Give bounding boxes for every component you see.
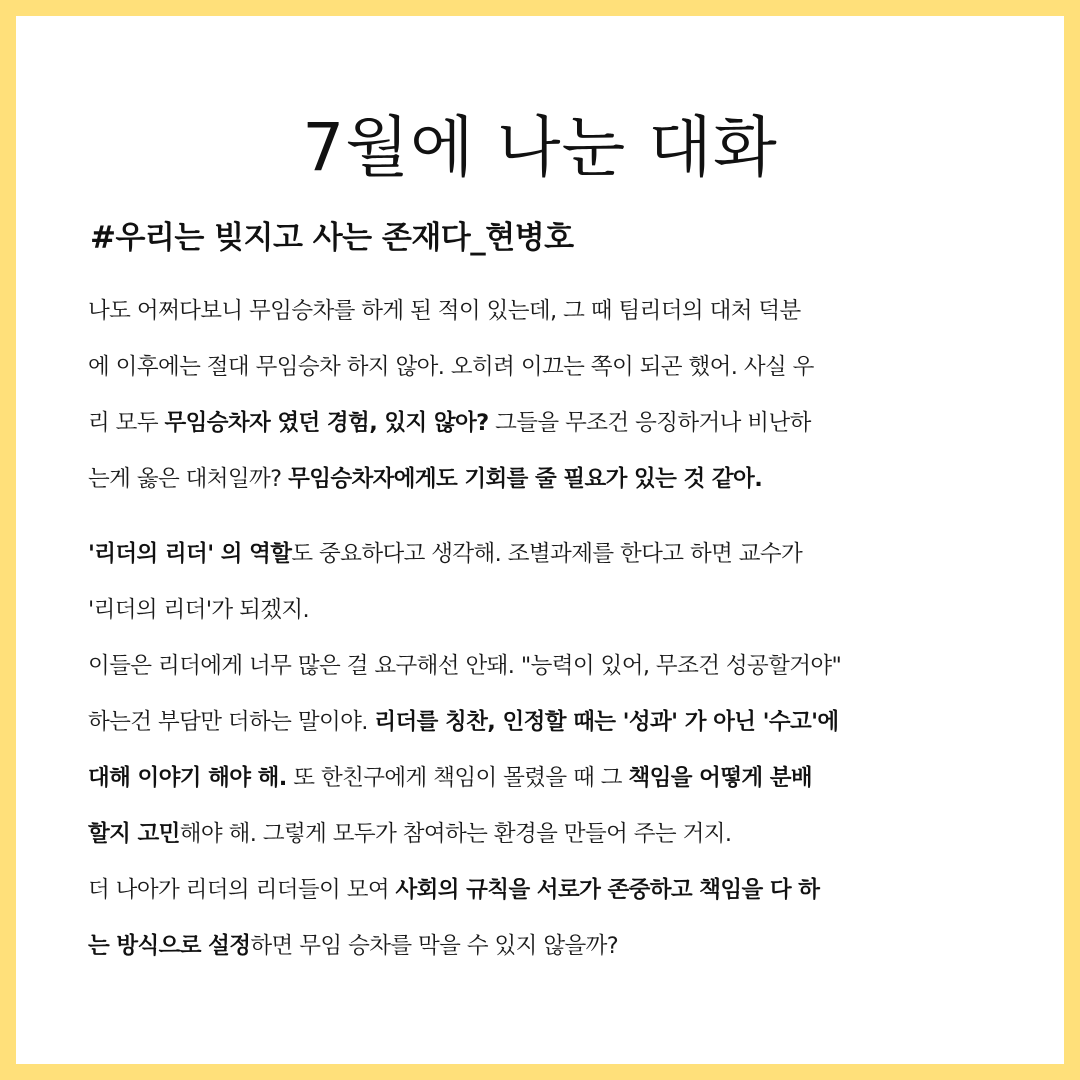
text-line [88, 451, 1003, 507]
section-subtitle: #우리는 빚지고 사는 존재다_현병호 [90, 220, 574, 256]
text-line [88, 918, 1003, 974]
text-line [88, 395, 1003, 451]
text-segment: 하는건 부담만 더하는 말이야. [88, 709, 375, 735]
bold-text-segment: 사회의 규칙을 서로가 존중하고 책임을 다 하 [395, 877, 820, 903]
bold-text-segment: 는 방식으로 설정 [88, 933, 251, 959]
text-line [88, 526, 1003, 582]
bold-text-segment: '리더의 리더' 의 역할 [88, 541, 292, 567]
bold-text-segment: 무임승차자에게도 기회를 줄 필요가 있는 것 같아. [288, 466, 763, 492]
text-segment: 에 이후에는 절대 무임승차 하지 않아. 오히려 이끄는 쪽이 되곤 했어. 사실 우 [88, 354, 814, 380]
text-line [88, 339, 1003, 395]
text-line [88, 694, 1003, 750]
bold-text-segment: 리더를 칭찬, 인정할 때는 '성과' 가 아닌 '수고'에 [374, 709, 839, 735]
text-segment: 해야 해. 그렇게 모두가 참여하는 환경을 만들어 주는 거지. [179, 821, 732, 847]
content-card [16, 16, 1064, 1064]
text-segment: 는게 옳은 대처일까? [88, 466, 289, 492]
bold-text-segment: 무임승차자 였던 경험, 있지 않아? [164, 410, 489, 436]
text-line [88, 638, 1003, 694]
text-line [88, 582, 1003, 638]
text-segment: 리 모두 [88, 410, 165, 436]
text-segment: '리더의 리더'가 되겠지. [88, 597, 310, 623]
text-segment: 더 나아가 리더의 리더들이 모여 [88, 877, 396, 903]
bold-text-segment: 책임을 어떻게 분배 [628, 765, 813, 791]
text-line [88, 806, 1003, 862]
text-line [88, 862, 1003, 918]
paragraph-2 [88, 526, 1003, 974]
text-line [88, 750, 1003, 806]
text-segment: 그들을 무조건 응징하거나 비난하 [488, 410, 811, 436]
text-segment: 이들은 리더에게 너무 많은 걸 요구해선 안돼. "능력이 있어, 무조건 성공할거야" [88, 653, 842, 679]
page-title: 7월에 나눈 대화 [302, 109, 778, 186]
text-segment: 또 한친구에게 책임이 몰렸을 때 그 [286, 765, 629, 791]
text-segment: 하면 무임 승차를 막을 수 있지 않을까? [250, 933, 619, 959]
text-segment: 나도 어쩌다보니 무임승차를 하게 된 적이 있는데, 그 때 팀리더의 대처 덕분 [88, 298, 801, 324]
text-line [88, 283, 1003, 339]
bold-text-segment: 할지 고민 [88, 821, 180, 847]
bold-text-segment: 대해 이야기 해야 해. [88, 765, 287, 791]
paragraph-1 [88, 283, 1003, 507]
text-segment: 도 중요하다고 생각해. 조별과제를 한다고 하면 교수가 [291, 541, 803, 567]
